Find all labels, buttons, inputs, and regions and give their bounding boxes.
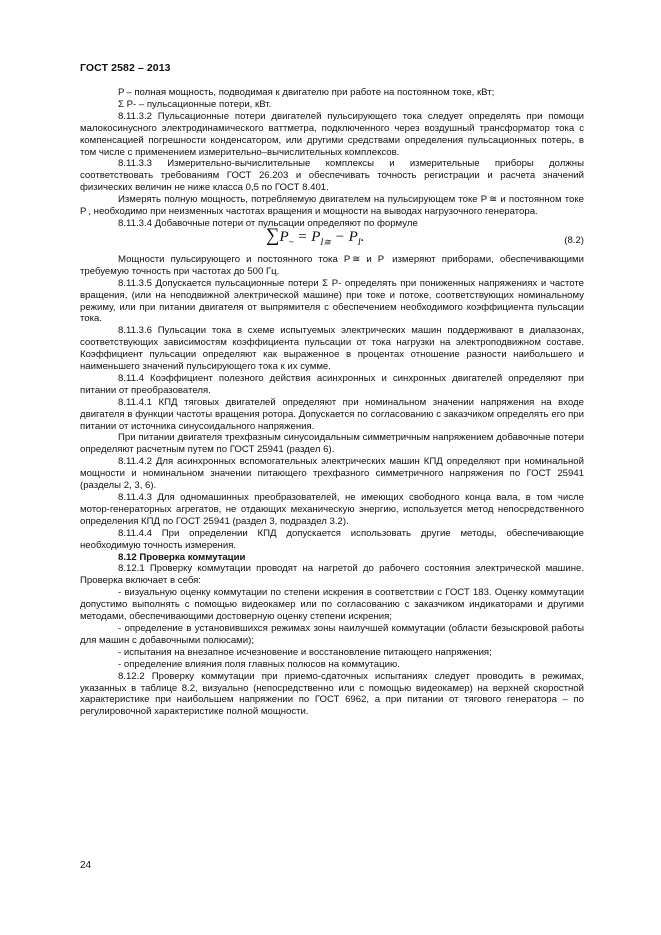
paragraph: P – полная мощность, подводимая к двигателю при работе на постоянном токе, кВт;: [118, 87, 495, 98]
paragraph: 8.11.3.5 Допускается пульсационные потери Σ P- определять при пониженных напряжениях и частоте вращения, (или на неподвижной электрической машине) при токе и потоке, соответствующих номинальному режиму, или при питании двигателя от выпрямителя с обеспечением необходимого коэффициента пульсации тока.: [80, 277, 584, 325]
paragraph: Σ P- – пульсационные потери, кВт.: [118, 98, 272, 110]
sum-symbol: ∑: [266, 224, 280, 246]
list-item: - визуальную оценку коммутации по степени искрения в соответствии с ГОСТ 183. Оценку коммутации допустимо выполнять с помощью видеокамер или по согласованию с заказчиком индикаторами и другими методами, обеспечивающими достоверную оценку степени искрения;: [80, 587, 584, 623]
paragraph: Измерять полную мощность, потребляемую двигателем на пульсирующем токе P ≅ и постоянном токе P , необходимо при неизменных частотах вращения и мощности на выводах нагрузочного генератора.: [80, 194, 584, 218]
page-number: 24: [80, 860, 92, 871]
formula-expression: $\sum P_\sim = P_{I≅} - P_I$.: [266, 224, 365, 247]
paragraph: 8.11.3.4 Добавочные потери от пульсации определяют по формуле: [118, 217, 418, 229]
paragraph: 8.11.3.3 Измерительно-вычислительные комплексы и измерительные приборы должны соответствовать требованиям ГОСТ 26.203 и обеспечивать точность регистрации и расчета значений физических величин не ниже класса 0,5 по ГОСТ 8.401.: [80, 158, 584, 194]
list-item: - испытания на внезапное исчезновение и восстановление питающего напряжения;: [118, 646, 492, 658]
paragraph: 8.11.4.2 Для асинхронных вспомогательных электрических машин КПД определяют при номинальной мощности и номинальном значении питающего трехфазного симметричного напряжения по ГОСТ 25941 (разделы 2, 3, 6).: [80, 456, 584, 492]
paragraph: 8.11.4.1 КПД тяговых двигателей определяют при номинальном значении напряжения на входе двигателя в функции частоты вращения ротора. Допускается по согласованию с заказчиком определять его при питании от источника синусоидального напряжения.: [80, 396, 584, 432]
list-item: - определение влияния поля главных полюсов на коммутацию.: [118, 658, 400, 670]
paragraph: 8.11.3.6 Пульсации тока в схеме испытуемых электрических машин поддерживают в диапазонах, соответствующих зависимостям коэффициента пульсации от тока нагрузки на электроподвижном составе. Коэффициент пульсации определяют как выраженное в процентах отношение разности наибольшего и наименьшего значений пульсирующего тока к их сумме.: [80, 325, 584, 373]
paragraph: 8.11.3.2 Пульсационные потери двигателей пульсирующего тока следует определять при помощи малокосинусного электродинамического ваттметра, подключенного через воздушный трансформатор тока с компенсацией погрешности конденсатором, или другими средствами определения пульсационных потерь, в том числе с применением измерительно–вычислительных комплексов.: [80, 110, 584, 158]
paragraph: 8.11.4 Коэффициент полезного действия асинхронных и синхронных двигателей определяют при питании от преобразователя.: [80, 372, 584, 396]
paragraph: 8.12.1 Проверку коммутации проводят на нагретой до рабочего состояния электрической машине. Проверка включает в себя:: [80, 563, 584, 587]
section-heading: 8.12 Проверка коммутации: [118, 551, 246, 563]
document-body: [80, 87, 584, 718]
list-item: - определение в установившихся режимах зоны наилучшей коммутации (области безыскровой работы для машин с добавочными полюсами);: [80, 622, 584, 646]
paragraph: 8.12.2 Проверку коммутации при приемо-сдаточных испытаниях следует проводить в режимах, указанных в таблице 8.2, визуально (непосредственно или с помощью видеокамер) на верхней скоростной характеристике при наибольшем напряжении по ГОСТ 6962, а при питании от тягового генератора – по регулировочной характеристике полной мощности.: [80, 670, 584, 718]
equation-number: (8.2): [564, 234, 584, 246]
paragraph: 8.11.4.4 При определении КПД допускается использовать другие методы, обеспечивающие необходимую точность измерения.: [80, 527, 584, 551]
paragraph: Мощности пульсирующего и постоянного тока P ≅ и P измеряют приборами, обеспечивающими требуемую точность при частотах до 500 Гц.: [80, 253, 584, 277]
page-header: ГОСТ 2582 – 2013: [80, 62, 171, 74]
paragraph: При питании двигателя трехфазным синусоидальным симметричным напряжением добавочные потери определяют расчетным путем по ГОСТ 25941 (раздел 6).: [80, 432, 584, 456]
formula-8-2: [80, 224, 584, 254]
paragraph: 8.11.4.3 Для одномашинных преобразователей, не имеющих свободного конца вала, в том числе мотор-генераторных агрегатов, не отдающих механическую энергию, используется метод непосредственного определения КПД по ГОСТ 25941 (раздел 3, подраздел 3.2).: [80, 492, 584, 527]
